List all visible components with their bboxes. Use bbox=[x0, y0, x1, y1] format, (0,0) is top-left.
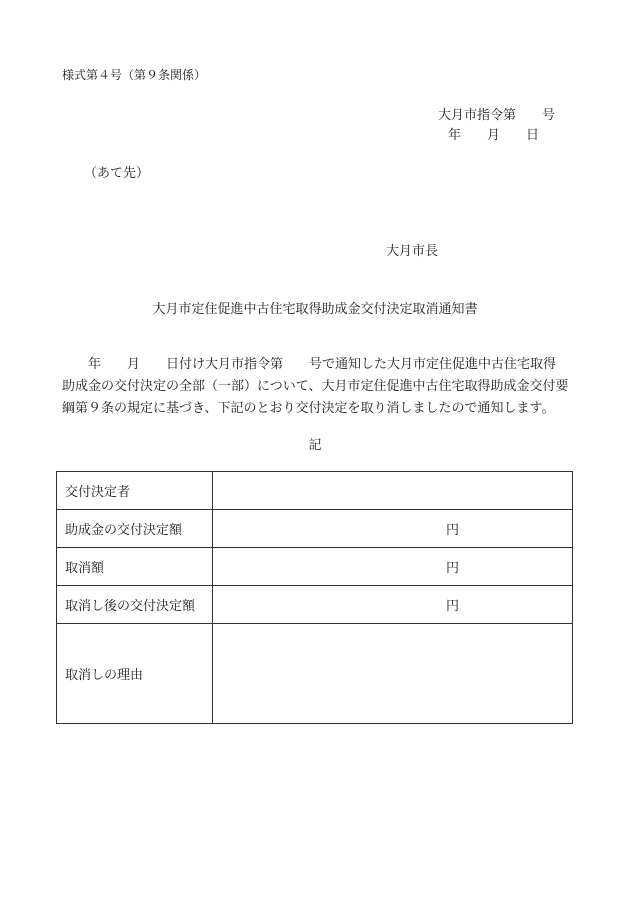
row-value-decision-amount[interactable] bbox=[213, 510, 573, 548]
row-label-cancelled-amount: 取消額 bbox=[57, 548, 213, 586]
row-value-remaining-amount[interactable] bbox=[213, 586, 573, 624]
table-row bbox=[57, 472, 573, 510]
table-row bbox=[57, 510, 573, 548]
table-row bbox=[57, 548, 573, 586]
yen-unit: 円 bbox=[446, 599, 460, 614]
form-number: 様式第４号（第９条関係） bbox=[62, 68, 207, 82]
ki-heading: 記 bbox=[308, 438, 322, 453]
row-value-reason[interactable] bbox=[213, 624, 573, 724]
yen-unit: 円 bbox=[446, 561, 460, 576]
document-date bbox=[448, 124, 539, 143]
addressee: （あて先） bbox=[84, 166, 150, 181]
table-row bbox=[57, 624, 573, 724]
row-label-remaining-amount: 取消し後の交付決定額 bbox=[57, 586, 213, 624]
date-year: 年 bbox=[448, 128, 462, 143]
details-table bbox=[56, 471, 573, 724]
row-value-recipient[interactable] bbox=[213, 472, 573, 510]
row-label-reason: 取消しの理由 bbox=[57, 624, 213, 724]
date-month: 月 bbox=[487, 128, 501, 143]
date-day: 日 bbox=[526, 128, 540, 143]
body-text bbox=[62, 354, 582, 420]
row-label-decision-amount: 助成金の交付決定額 bbox=[57, 510, 213, 548]
body-line-2: 助成金の交付決定の全部（一部）について、大月市定住促進中古住宅取得助成金交付要 bbox=[62, 379, 569, 394]
yen-unit: 円 bbox=[446, 523, 460, 538]
document-number: 大月市指令第 号 bbox=[438, 108, 556, 123]
table-row bbox=[57, 586, 573, 624]
row-value-cancelled-amount[interactable] bbox=[213, 548, 573, 586]
body-line-1: 年 月 日付け大月市指令第 号で通知した大月市定住促進中古住宅取得 bbox=[62, 357, 557, 372]
document-title: 大月市定住促進中古住宅取得助成金交付決定取消通知書 bbox=[152, 302, 478, 317]
row-label-recipient: 交付決定者 bbox=[57, 472, 213, 510]
sender-name: 大月市長 bbox=[386, 244, 439, 259]
body-line-3: 綱第９条の規定に基づき、下記のとおり交付決定を取り消しましたので通知します。 bbox=[62, 401, 555, 416]
